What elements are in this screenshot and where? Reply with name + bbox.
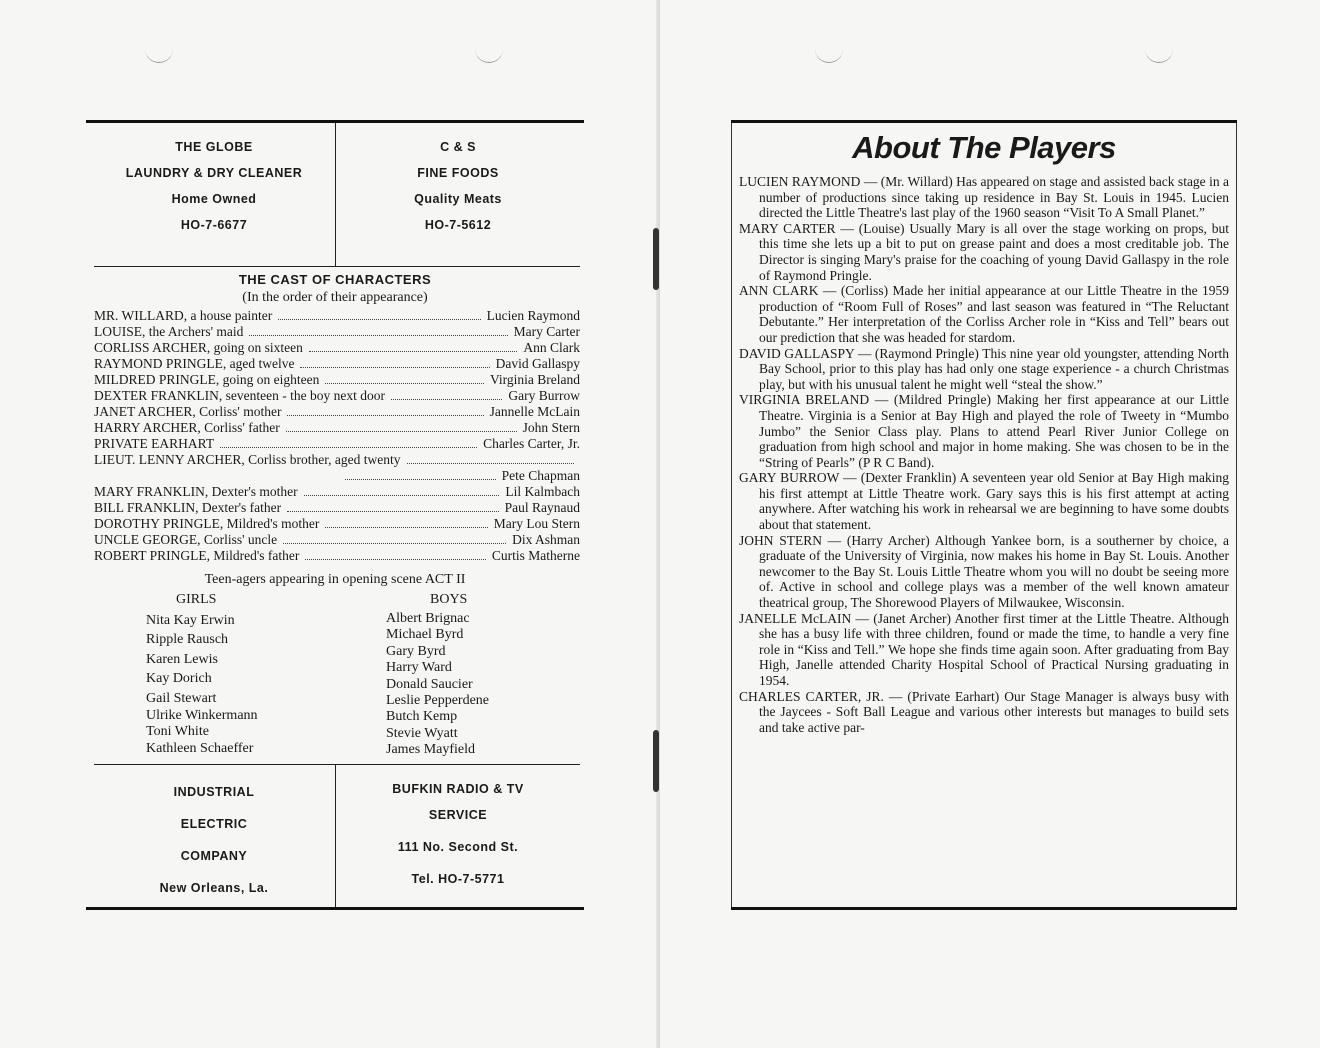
bio-paragraph: ANN CLARK — (Corliss) Made her initial appearance at our Little Theatre in the 1959 production of “Room Full of Roses” and last season was featured in “The Reluctant Debutante.” Her interpretation of the Corliss Archer role in “Kiss and Tell” bears out our prediction that she was headed for stardom. xyxy=(739,283,1229,345)
bio-paragraph: DAVID GALLASPY — (Raymond Pringle) This nine year old youngster, attending North Bay School, prior to this play has had only one stage experience - a church Christmas play, but with his unusual talent he might well “steal the show.” xyxy=(739,345,1229,392)
role: PRIVATE EARHART xyxy=(94,436,215,451)
cast-row xyxy=(94,532,580,548)
ad-line: FINE FOODS xyxy=(417,166,499,180)
actor: Paul Raynaud xyxy=(504,500,580,515)
cast-row xyxy=(94,452,580,468)
ad-line: Tel. HO-7-5771 xyxy=(411,872,505,886)
role: UNCLE GEORGE, Corliss' uncle xyxy=(94,532,278,547)
girl-name: Nita Kay Erwin xyxy=(146,613,235,628)
girl-name: Ulrike Winkermann xyxy=(146,707,258,723)
role: MARY FRANKLIN, Dexter's mother xyxy=(94,484,298,499)
boy-name: James Mayfield xyxy=(386,742,476,758)
actor: Dix Ashman xyxy=(512,532,580,547)
cast-row xyxy=(94,548,580,564)
boy-name: Leslie Pepperdene xyxy=(386,692,490,708)
cast-row xyxy=(94,340,580,356)
teen-agers-heading: Teen-agers appearing in opening scene ACT II xyxy=(204,572,466,587)
girl-name: Karen Lewis xyxy=(146,651,218,667)
bio-paragraph: GARY BURROW — (Dexter Franklin) A seventeen year old Senior at Bay High making his first attempt at Little Theatre work. Gary says this is his first attempt at acting anywhere. After watching his work in rehearsal we are beginning to have some doubts about that statement. xyxy=(739,470,1229,533)
side-rule xyxy=(1236,123,1237,907)
cast-row xyxy=(94,308,580,324)
punch-hole xyxy=(815,48,843,63)
girl-name: Kathleen Schaeffer xyxy=(146,740,254,756)
girl-name: Gail Stewart xyxy=(146,690,217,706)
boy-name: Michael Byrd xyxy=(386,627,464,643)
role: LIEUT. LENNY ARCHER, Corliss brother, aged twenty xyxy=(94,452,401,467)
boy-name: Albert Brignac xyxy=(386,611,470,626)
ad-phone: HO-7-6677 xyxy=(180,218,248,232)
boy-name: Harry Ward xyxy=(386,660,452,676)
ad-line: COMPANY xyxy=(180,849,248,863)
cast-row xyxy=(94,516,580,532)
actor: Curtis Matherne xyxy=(491,548,580,563)
staple xyxy=(653,228,659,290)
role: CORLISS ARCHER, going on sixteen xyxy=(94,340,303,355)
side-rule xyxy=(731,123,732,907)
ad-line: INDUSTRIAL xyxy=(173,785,255,799)
actor: John Stern xyxy=(522,420,580,435)
girl-name: Kay Dorich xyxy=(146,671,212,687)
actor: Mary Lou Stern xyxy=(493,516,580,531)
actor: Gary Burrow xyxy=(508,388,580,403)
cast-list xyxy=(94,308,580,564)
ad-line: 111 No. Second St. xyxy=(397,840,519,854)
girl-name: Ripple Rausch xyxy=(146,632,229,648)
ad-globe-laundry xyxy=(94,134,334,238)
ad-line: New Orleans, La. xyxy=(159,881,269,895)
role: LOUISE, the Archers' maid xyxy=(94,324,244,339)
role: MR. WILLARD, a house painter xyxy=(94,308,273,323)
actor: Mary Carter xyxy=(513,324,580,339)
boy-name: Gary Byrd xyxy=(386,643,446,659)
role: JANET ARCHER, Corliss' mother xyxy=(94,404,282,419)
bottom-rule xyxy=(86,907,584,910)
punch-hole xyxy=(475,48,503,63)
role: ROBERT PRINGLE, Mildred's father xyxy=(94,548,300,563)
punch-hole xyxy=(1145,48,1173,63)
cast-row xyxy=(94,404,580,420)
ad-line: ELECTRIC xyxy=(180,817,248,831)
actor: Charles Carter, Jr. xyxy=(483,436,580,451)
role: MILDRED PRINGLE, going on eighteen xyxy=(94,372,320,387)
role: BILL FRANKLIN, Dexter's father xyxy=(94,500,282,515)
top-rule xyxy=(731,120,1237,123)
cast-row xyxy=(94,468,580,484)
cast-row xyxy=(94,436,580,452)
role: HARRY ARCHER, Corliss' father xyxy=(94,420,280,435)
program-panel-left xyxy=(86,120,584,910)
ad-line: SERVICE xyxy=(428,808,488,822)
cast-row xyxy=(94,372,580,388)
cast-row xyxy=(94,500,580,516)
cast-row xyxy=(94,420,580,436)
ad-line: THE GLOBE xyxy=(175,140,253,154)
actor: Virginia Breland xyxy=(489,372,580,387)
divider xyxy=(335,123,336,266)
cast-row xyxy=(94,324,580,340)
boy-name: Butch Kemp xyxy=(386,709,458,725)
cast-title: THE CAST OF CHARACTERS xyxy=(238,272,432,287)
divider xyxy=(94,266,580,267)
boy-name: Stevie Wyatt xyxy=(386,725,458,741)
right-page xyxy=(660,0,1320,1048)
cast-row xyxy=(94,388,580,404)
ad-cs-fine-foods xyxy=(338,134,578,238)
cast-row xyxy=(94,484,580,500)
girls-list xyxy=(146,611,258,757)
divider xyxy=(335,764,336,907)
girls-heading: GIRLS xyxy=(176,592,217,607)
ad-line: LAUNDRY & DRY CLEANER xyxy=(125,166,303,180)
role: DOROTHY PRINGLE, Mildred's mother xyxy=(94,516,320,531)
actor: David Gallaspy xyxy=(495,356,580,371)
ad-line: Quality Meats xyxy=(414,192,502,206)
actor: Pete Chapman xyxy=(501,468,580,483)
divider xyxy=(94,764,580,765)
bio-paragraph: CHARLES CARTER, JR. — (Private Earhart) Our Stage Manager is always busy with the Jaycees - Soft Ball League and various other interests but manages to build sets and take active par- xyxy=(739,688,1229,735)
girl-name: Toni White xyxy=(146,724,209,740)
boys-heading: BOYS xyxy=(430,592,468,607)
role: RAYMOND PRINGLE, aged twelve xyxy=(94,356,295,371)
actor: Lucien Raymond xyxy=(486,308,580,323)
bio-paragraph: LUCIEN RAYMOND — (Mr. Willard) Has appeared on stage and assisted back stage in a number of productions since taking up residence in Bay St. Louis in 1945. Lucien directed the Little Theatre's last play of the 1960 season “Visit To A Small Planet.” xyxy=(739,174,1229,221)
actor: Jannelle McLain xyxy=(489,404,580,419)
actor: Ann Clark xyxy=(523,340,580,355)
ad-phone: HO-7-5612 xyxy=(424,218,492,232)
punch-hole xyxy=(145,48,173,63)
cast-row xyxy=(94,356,580,372)
boys-list xyxy=(386,611,489,759)
bio-paragraph: JANELLE McLAIN — (Janet Archer) Another first timer at the Little Theatre. Although she has a busy life with three children, found or made the time, to handle a very fine role in “Kiss and Tell.” We hope she finds time again soon. After graduating from Bay High, Janelle attended Charity Hospital School of Practical Nursing graduating in 1954. xyxy=(739,610,1229,688)
about-the-players-title: About The Players xyxy=(852,130,1116,165)
bio-paragraph: MARY CARTER — (Louise) Usually Mary is all over the stage working on props, but this time she lets up a bit to put on grease paint and does a most creditable job. The Director is singing Mary's praise for the coaching of young David Gallaspy in the role of Raymond Pringle. xyxy=(739,220,1229,283)
role: DEXTER FRANKLIN, seventeen - the boy next door xyxy=(94,388,385,403)
staple xyxy=(653,730,659,792)
bio-paragraph: JOHN STERN — (Harry Archer) Although Yankee born, is a southerner by choice, a graduate of the University of Virginia, now makes his home in Bay St. Louis. Another newcomer to the Bay St. Louis Little Theatre whom you will no doubt be seeing more of. Active in school and college plays was a member of the well known amateur theatrical group, The Shorewood Players of Milwaukee, Wisconsin. xyxy=(739,532,1229,611)
boy-name: Donald Saucier xyxy=(386,676,473,692)
ad-line: C & S xyxy=(440,140,476,154)
player-bios xyxy=(739,174,1229,735)
ad-bufkin-radio-tv xyxy=(338,776,578,892)
program-panel-right xyxy=(731,120,1237,910)
ad-line: Home Owned xyxy=(171,192,257,206)
actor: Lil Kalmbach xyxy=(505,484,580,499)
bottom-rule xyxy=(731,907,1237,910)
ad-line: BUFKIN RADIO & TV xyxy=(392,782,524,796)
cast-subtitle: (In the order of their appearance) xyxy=(242,290,428,305)
ad-industrial-electric xyxy=(94,776,334,904)
bio-paragraph: VIRGINIA BRELAND — (Mildred Pringle) Making her first appearance at our Little Theatre. Virginia is a Senior at Bay High and played the role of Tweety in “Mumbo Jumbo” the Senior Class play. Plans to attend Pearl River Junior College on graduation from high school and major in home making. She was chosen to be in the “String of Pearls” (P R C Band). xyxy=(739,392,1229,470)
